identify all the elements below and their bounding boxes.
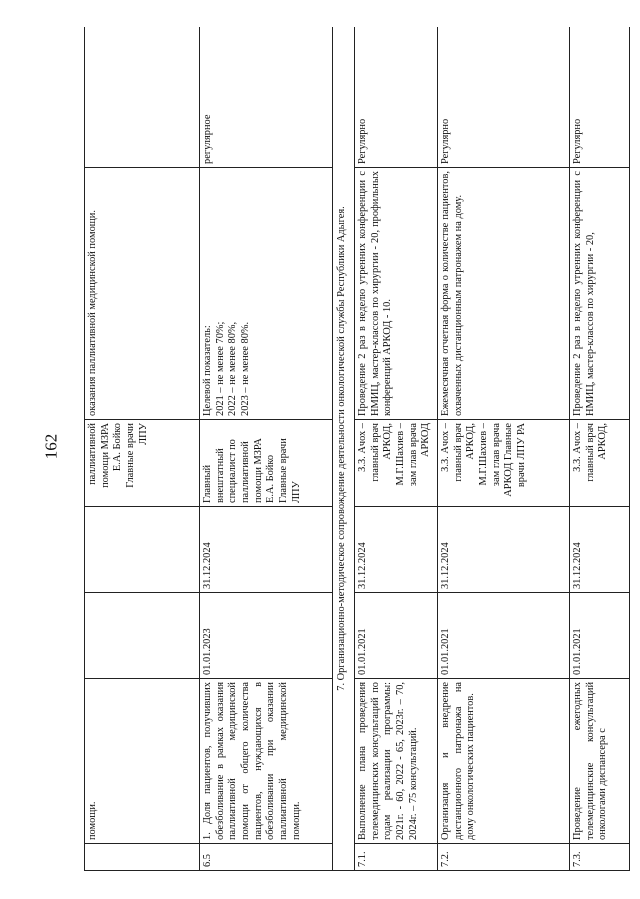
start-date-cell [85, 593, 200, 679]
document-table-region [84, 27, 630, 871]
responsible-cell: паллиативной помощи МЗРА Е.А. Бойко Главные врачи ЛПУ [85, 420, 200, 507]
result-cell: Ежемесячная отчетная форма о количестве пациентов, охваченных дистанционным патронажем на дому. [438, 168, 570, 420]
row-number: 6.5 [200, 844, 333, 871]
table-row [570, 27, 630, 871]
responsible-cell: З.З. Ачох – главный врач АРКОД, [570, 420, 630, 507]
frequency-cell: Регулярно [570, 27, 630, 168]
end-date-cell: 31.12.2024 [200, 507, 333, 593]
responsible-cell: Главный внештатный специалист по паллиативной помощи МЗРА Е.А. Бойко Главные врачи ЛПУ [200, 420, 333, 507]
table-row [355, 27, 438, 871]
event-cell: Организация и внедрение дистанционного патронажа на дому онкологических пациентов. [438, 679, 570, 844]
frequency-cell: Регулярно [355, 27, 438, 168]
event-cell: Проведение ежегодных телемедицинские консультаций онкологами диспансера с [570, 679, 630, 844]
end-date-cell: 31.12.2024 [355, 507, 438, 593]
event-cell: Выполнение плана проведения телемедицинских консультаций по годам реализации программы: 2021г. - 60, 2022 - 65, 2023г. – 70, 2024г. – 75 консультаций. [355, 679, 438, 844]
result-cell: Проведение 2 раз в неделю утренних конференции с НМИЦ, мастер-классов по хирургии - 20, профильных конференций АРКОД - 10. [355, 168, 438, 420]
row-number: 7.3. [570, 844, 630, 871]
section-heading: 7. Организационно-методическое сопровождение деятельности онкологической службы Республики Адыгея. [333, 27, 355, 871]
event-cell: помощи. [85, 679, 200, 844]
start-date-cell: 01.01.2021 [438, 593, 570, 679]
table-row [200, 27, 333, 871]
section-heading-row [333, 27, 355, 871]
measures-table [84, 27, 630, 871]
end-date-cell [85, 507, 200, 593]
table-row [438, 27, 570, 871]
rotated-table-container [84, 27, 630, 871]
frequency-cell: Регулярно [438, 27, 570, 168]
frequency-cell [85, 27, 200, 168]
row-number [85, 844, 200, 871]
result-cell: Целевой показатель: 2021 – не менее 70%; 2022 – не менее 80%, 2023 – не менее 80%. [200, 168, 333, 420]
frequency-cell: регулярное [200, 27, 333, 168]
responsible-cell: З.З. Ачох – главный врач АРКОД, М.Г.Шахиев – зам глав врача АРКОД Главные врачи ЛПУ РА [438, 420, 570, 507]
end-date-cell: 31.12.2024 [438, 507, 570, 593]
result-cell: Проведение 2 раз в неделю утренних конференции с НМИЦ, мастер-классов по хирургии - 20, [570, 168, 630, 420]
start-date-cell: 01.01.2021 [355, 593, 438, 679]
row-number: 7.1. [355, 844, 438, 871]
event-cell: 1. Доля пациентов, получивших обезболивание в рамках оказания паллиативной медицинской помощи от общего количества пациентов, нуждающихся в обезболивании при оказании паллиативной медицинской помощи. [200, 679, 333, 844]
page-number: 162 [41, 433, 61, 460]
end-date-cell: 31.12.2024 [570, 507, 630, 593]
responsible-cell: З.З. Ачох – главный врач АРКОД, М.Г.Шахиев – зам глав врача АРКОД [355, 420, 438, 507]
start-date-cell: 01.01.2023 [200, 593, 333, 679]
table-row [85, 27, 200, 871]
start-date-cell: 01.01.2021 [570, 593, 630, 679]
row-number: 7.2. [438, 844, 570, 871]
result-cell: оказания паллиативной медицинской помощи. [85, 168, 200, 420]
